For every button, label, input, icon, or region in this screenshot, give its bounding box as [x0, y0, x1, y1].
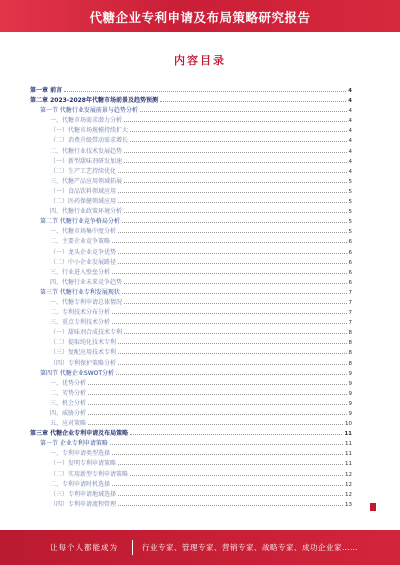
toc-leader-dots: [88, 393, 346, 395]
toc-entry[interactable]: [30, 328, 352, 338]
toc-leader-dots: [112, 484, 343, 486]
toc-entry[interactable]: [30, 348, 352, 358]
toc-page-number: 6: [348, 259, 352, 266]
toc-leader-dots: [130, 433, 342, 435]
toc-leader-dots: [118, 363, 346, 365]
toc-entry-title: （四）专利申请流程管理: [50, 500, 117, 508]
toc-page-number: 8: [348, 350, 352, 357]
toc-leader-dots: [116, 373, 346, 375]
toc-leader-dots: [124, 181, 346, 183]
toc-entry-title: （一）代糖市场规模持续扩大: [50, 127, 129, 135]
toc-leader-dots: [118, 504, 343, 506]
toc-entry[interactable]: [30, 116, 352, 126]
toc-page-number: 4: [348, 108, 352, 115]
toc-entry[interactable]: [30, 429, 352, 439]
toc-entry[interactable]: [30, 369, 352, 379]
toc-leader-dots: [124, 211, 346, 213]
toc-entry-title: （一）发明专利申请策略: [50, 460, 117, 468]
toc-entry-title: （四）专利保护策略分析: [50, 359, 117, 367]
toc-entry[interactable]: [30, 308, 352, 318]
toc-page-number: 4: [348, 118, 352, 125]
toc-entry-title: （一）龙头企业竞争优势: [50, 248, 117, 256]
toc-entry[interactable]: [30, 167, 352, 177]
toc-page-number: 9: [348, 390, 352, 397]
toc-leader-dots: [64, 90, 346, 92]
toc-entry-title: 一、代糖市场需求潜力分析: [50, 117, 123, 125]
toc-entry-title: 五、应对策略: [50, 420, 87, 428]
toc-page-number: 9: [348, 411, 352, 417]
toc-entry-title: 一、优势分析: [50, 379, 87, 387]
toc-leader-dots: [124, 120, 346, 122]
toc-page-number: 11: [345, 461, 352, 468]
toc-entry[interactable]: [30, 439, 352, 449]
toc-entry-title: 二、劣势分析: [50, 389, 87, 397]
toc-entry[interactable]: [30, 399, 352, 409]
toc-leader-dots: [124, 282, 346, 284]
toc-entry[interactable]: [30, 459, 352, 469]
toc-leader-dots: [118, 494, 343, 496]
toc-entry[interactable]: [30, 379, 352, 389]
toc-entry[interactable]: [30, 409, 352, 419]
toc-page-number: 4: [348, 148, 352, 155]
report-title: 代糖企业专利申请及布局策略研究报告: [89, 10, 311, 25]
toc-heading: 内容目录: [174, 54, 226, 67]
table-of-contents: [30, 86, 352, 510]
toc-entry[interactable]: [30, 258, 352, 268]
toc-entry-title: （一）甜味剂合成技术专利: [50, 329, 123, 337]
toc-entry[interactable]: [30, 157, 352, 167]
toc-entry-title: 第四节 代糖企业SWOT分析: [40, 369, 115, 377]
toc-entry[interactable]: [30, 177, 352, 187]
toc-entry-title: 第二章 2023-2028年代糖市场前景及趋势预测: [30, 97, 158, 105]
footer-slogan-left: 让每个人都能成为: [50, 543, 118, 552]
toc-entry[interactable]: [30, 278, 352, 288]
toc-leader-dots: [118, 262, 346, 264]
toc-page-number: 12: [345, 481, 352, 488]
toc-entry[interactable]: [30, 227, 352, 237]
toc-leader-dots: [124, 302, 346, 304]
toc-page-number: 12: [345, 491, 352, 498]
toc-leader-dots: [112, 312, 346, 314]
toc-entry-title: （二）提取纯化技术专利: [50, 339, 117, 347]
toc-page-number: 11: [344, 431, 352, 438]
toc-leader-dots: [118, 352, 346, 354]
toc-entry-title: （二）医药保健领域应用: [50, 198, 117, 206]
toc-entry-title: 一、代糖专利申请总体情况: [50, 298, 123, 306]
toc-entry[interactable]: [30, 480, 352, 490]
toc-entry[interactable]: [30, 197, 352, 207]
toc-leader-dots: [124, 151, 346, 153]
toc-leader-dots: [118, 342, 346, 344]
toc-entry-title: 一、代糖市场集中度分析: [50, 228, 117, 236]
toc-page-number: 8: [348, 340, 352, 347]
toc-page-number: 4: [348, 98, 352, 105]
report-footer: [0, 530, 400, 565]
toc-entry-title: 三、代糖产品应用领域拓展: [50, 177, 123, 185]
toc-entry[interactable]: [30, 268, 352, 278]
toc-page-number: 9: [348, 400, 352, 407]
toc-page-number: 4: [348, 88, 352, 94]
toc-entry-title: 三、机会分析: [50, 399, 87, 407]
toc-page-number: 4: [348, 128, 352, 135]
toc-entry[interactable]: [30, 147, 352, 157]
toc-entry[interactable]: [30, 86, 352, 96]
toc-leader-dots: [160, 100, 346, 102]
toc-entry[interactable]: [30, 490, 352, 500]
toc-entry-title: （一）食品饮料领域应用: [50, 187, 117, 195]
toc-leader-dots: [118, 201, 346, 203]
toc-entry[interactable]: [30, 106, 352, 116]
toc-leader-dots: [140, 110, 347, 112]
toc-entry[interactable]: [30, 217, 352, 227]
toc-leader-dots: [112, 322, 346, 324]
toc-page-number: 7: [348, 320, 352, 327]
toc-leader-dots: [118, 463, 343, 465]
toc-entry[interactable]: [30, 318, 352, 328]
toc-entry-title: 四、代糖行业未来竞争趋势: [50, 278, 123, 286]
toc-entry[interactable]: [30, 359, 352, 369]
toc-entry-title: （一）新型甜味剂研发加速: [50, 157, 123, 165]
toc-entry[interactable]: [30, 248, 352, 258]
toc-leader-dots: [122, 221, 347, 223]
toc-page-number: 12: [345, 471, 352, 478]
toc-page-number: 6: [348, 249, 352, 256]
toc-page-number: 7: [348, 289, 352, 296]
toc-page-number: 5: [348, 229, 352, 236]
toc-entry-title: 三、重点专利技术分析: [50, 319, 111, 327]
toc-page-number: 4: [348, 168, 352, 175]
toc-page-number: 11: [345, 441, 352, 448]
toc-entry[interactable]: [30, 389, 352, 399]
toc-page-number: 8: [348, 360, 352, 367]
toc-leader-dots: [88, 403, 346, 405]
toc-entry[interactable]: [30, 298, 352, 308]
toc-leader-dots: [112, 453, 343, 455]
toc-entry-title: 二、代糖行业技术发展趋势: [50, 147, 123, 155]
toc-page-number: 10: [345, 421, 352, 428]
toc-entry-title: 第二节 代糖行业竞争格局分析: [40, 218, 120, 226]
toc-entry-title: 第一节 代糖行业发展前景与趋势分析: [40, 107, 138, 115]
footer-slogan-right: 行业专家、管理专家、营销专家、战略专家、成功企业家……: [142, 543, 358, 552]
toc-entry-title: （二）生产工艺持续优化: [50, 167, 117, 175]
toc-leader-dots: [118, 252, 346, 254]
toc-page-number: 4: [348, 158, 352, 165]
toc-page-number: 5: [348, 199, 352, 206]
toc-entry[interactable]: [30, 338, 352, 348]
toc-entry[interactable]: [30, 288, 352, 298]
toc-leader-dots: [112, 272, 346, 274]
toc-entry[interactable]: [30, 207, 352, 217]
toc-entry[interactable]: [30, 449, 352, 459]
toc-page-number: 5: [348, 178, 352, 185]
toc-entry[interactable]: [30, 500, 352, 510]
toc-entry[interactable]: [30, 136, 352, 146]
toc-page-number: 9: [348, 370, 352, 377]
toc-entry-title: （二）实用新型专利申请策略: [50, 470, 129, 478]
toc-leader-dots: [124, 332, 346, 334]
toc-entry-title: 第一节 企业专利申请策略: [40, 440, 108, 448]
toc-page-number: 13: [345, 501, 352, 508]
toc-entry-title: 第三章 代糖企业专利申请及布局策略: [30, 430, 129, 438]
toc-page-number: 6: [348, 269, 352, 276]
toc-page-number: 4: [348, 138, 352, 145]
toc-leader-dots: [110, 443, 343, 445]
toc-page-number: 5: [348, 209, 352, 216]
toc-page-number: 5: [348, 188, 352, 195]
toc-entry-title: （二）中小企业发展路径: [50, 258, 117, 266]
toc-leader-dots: [118, 191, 346, 193]
toc-leader-dots: [118, 231, 346, 233]
toc-entry[interactable]: [30, 237, 352, 247]
toc-entry-title: 第三节 代糖行业专利发展现状: [40, 288, 120, 296]
toc-leader-dots: [130, 140, 346, 142]
toc-entry-title: 二、主要企业竞争策略: [50, 238, 111, 246]
toc-leader-dots: [118, 171, 346, 173]
toc-page-number: 8: [348, 330, 352, 337]
toc-leader-dots: [112, 241, 346, 243]
toc-entry-title: 二、专利技术分布分析: [50, 309, 111, 317]
toc-page-number: 6: [348, 239, 352, 246]
toc-entry[interactable]: [30, 96, 352, 106]
toc-page-number: 5: [348, 219, 352, 226]
toc-page-number: 11: [345, 451, 352, 458]
toc-page-number: 6: [348, 279, 352, 286]
report-header: [0, 0, 400, 32]
toc-leader-dots: [124, 161, 346, 163]
toc-entry-title: 三、行业进入壁垒分析: [50, 268, 111, 276]
toc-page-number: 9: [348, 380, 352, 387]
toc-entry-title: 四、威胁分析: [50, 410, 87, 417]
toc-leader-dots: [88, 423, 343, 425]
toc-entry-title: （三）专利申请地域选择: [50, 490, 117, 498]
toc-leader-dots: [88, 383, 346, 385]
toc-entry-title: 四、代糖行业政策环境分析: [50, 208, 123, 216]
toc-entry[interactable]: [30, 126, 352, 136]
toc-entry-title: 第一章 前言: [30, 87, 63, 94]
footer-divider: [132, 540, 133, 555]
toc-entry-title: （二）消费升级带动需求增长: [50, 137, 129, 145]
toc-leader-dots: [130, 474, 343, 476]
toc-entry[interactable]: [30, 419, 352, 429]
toc-entry-title: （三）复配应用技术专利: [50, 349, 117, 357]
page-marker: [370, 503, 376, 511]
toc-leader-dots: [130, 130, 346, 132]
toc-page-number: 7: [348, 299, 352, 306]
toc-leader-dots: [88, 413, 346, 415]
toc-entry-title: 一、专利申请类型选择: [50, 450, 111, 458]
toc-entry[interactable]: [30, 470, 352, 480]
toc-entry[interactable]: [30, 187, 352, 197]
toc-page-number: 7: [348, 310, 352, 317]
toc-entry-title: 二、专利申请时机选择: [50, 480, 111, 488]
toc-leader-dots: [122, 292, 347, 294]
